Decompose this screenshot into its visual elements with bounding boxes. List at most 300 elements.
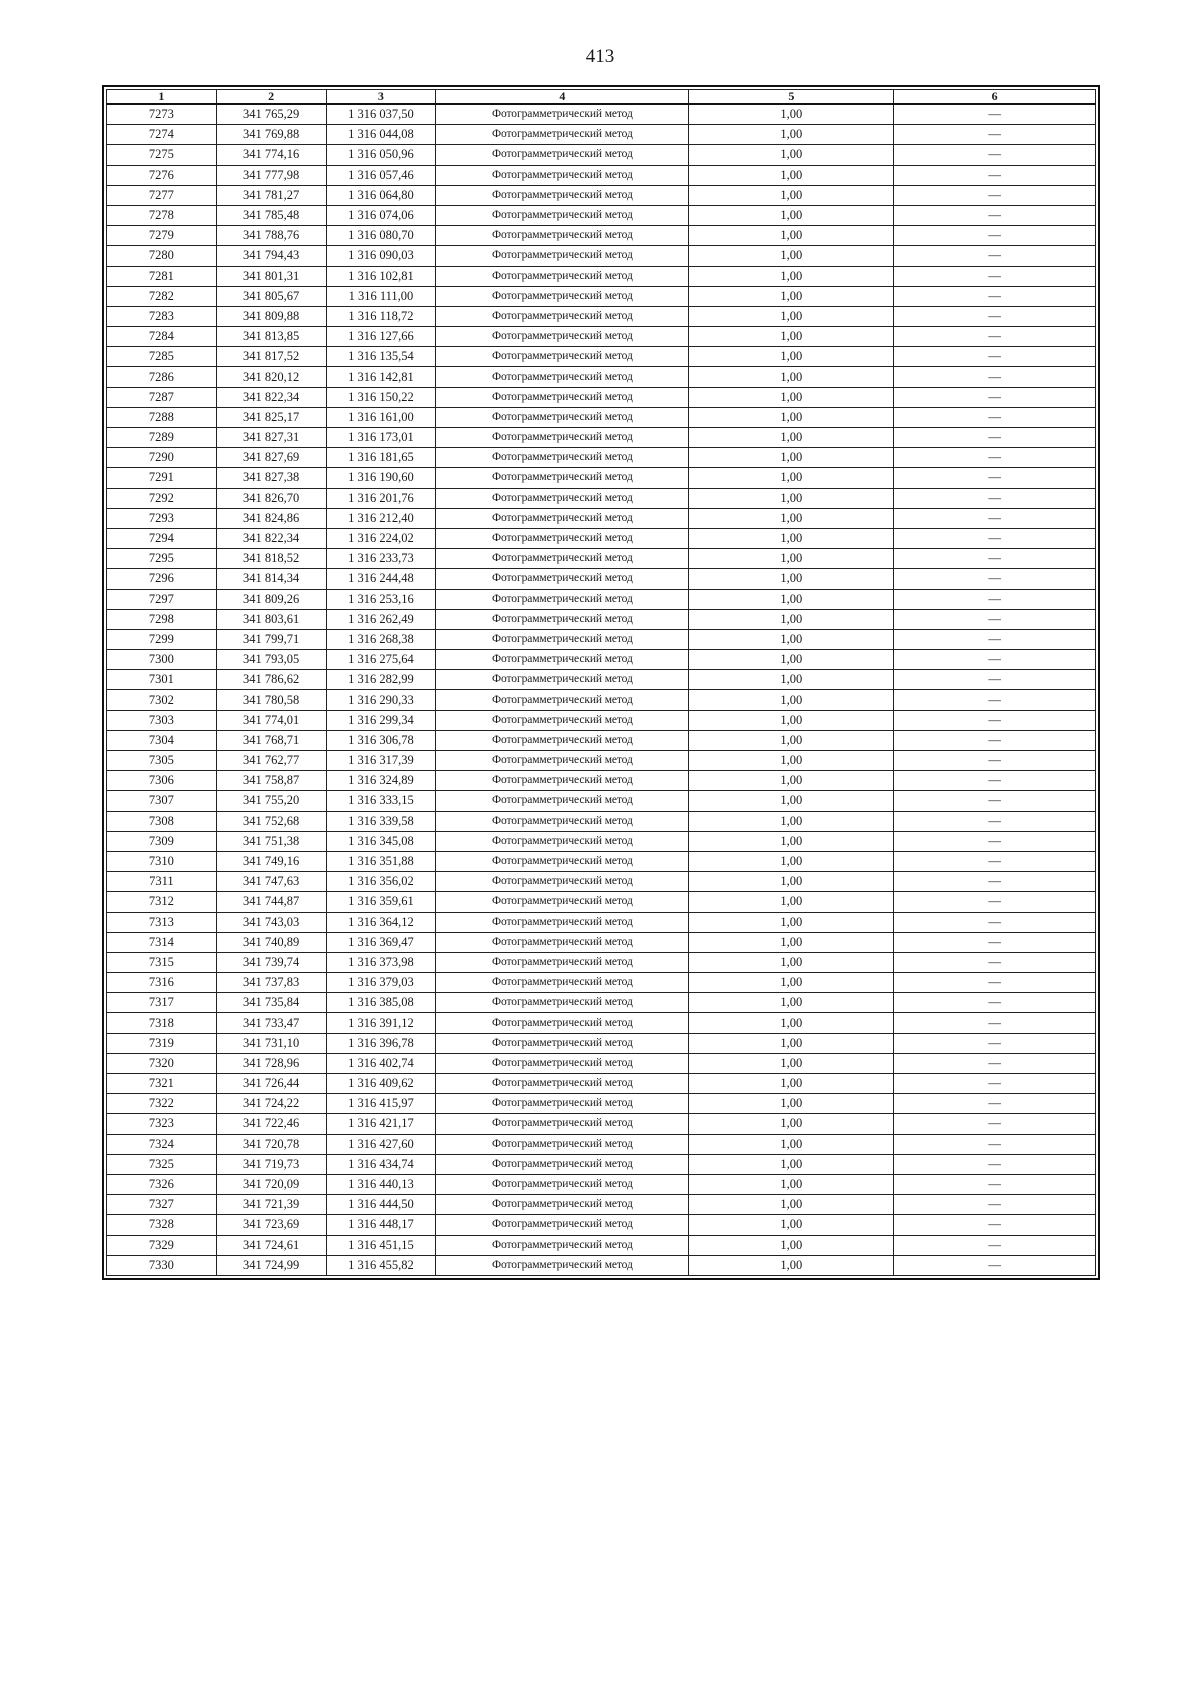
method-cell: Фотограмметрический метод <box>436 246 689 266</box>
x-coordinate-cell: 341 827,69 <box>216 448 326 468</box>
column-header: 5 <box>689 90 894 105</box>
y-coordinate-cell: 1 316 074,06 <box>326 205 436 225</box>
table-row <box>107 428 1096 448</box>
x-coordinate-cell: 341 739,74 <box>216 952 326 972</box>
note-cell: — <box>894 791 1096 811</box>
y-coordinate-cell: 1 316 127,66 <box>326 327 436 347</box>
accuracy-cell: 1,00 <box>689 1154 894 1174</box>
point-number-cell: 7320 <box>107 1053 217 1073</box>
note-cell: — <box>894 690 1096 710</box>
x-coordinate-cell: 341 733,47 <box>216 1013 326 1033</box>
accuracy-cell: 1,00 <box>689 528 894 548</box>
column-header: 1 <box>107 90 217 105</box>
note-cell: — <box>894 629 1096 649</box>
point-number-cell: 7326 <box>107 1174 217 1194</box>
accuracy-cell: 1,00 <box>689 932 894 952</box>
note-cell: — <box>894 387 1096 407</box>
y-coordinate-cell: 1 316 440,13 <box>326 1174 436 1194</box>
point-number-cell: 7293 <box>107 508 217 528</box>
method-cell: Фотограмметрический метод <box>436 851 689 871</box>
y-coordinate-cell: 1 316 391,12 <box>326 1013 436 1033</box>
note-cell: — <box>894 993 1096 1013</box>
point-number-cell: 7304 <box>107 730 217 750</box>
method-cell: Фотограмметрический метод <box>436 327 689 347</box>
y-coordinate-cell: 1 316 369,47 <box>326 932 436 952</box>
note-cell: — <box>894 1195 1096 1215</box>
x-coordinate-cell: 341 749,16 <box>216 851 326 871</box>
method-cell: Фотограмметрический метод <box>436 1074 689 1094</box>
accuracy-cell: 1,00 <box>689 771 894 791</box>
accuracy-cell: 1,00 <box>689 690 894 710</box>
y-coordinate-cell: 1 316 339,58 <box>326 811 436 831</box>
y-coordinate-cell: 1 316 356,02 <box>326 872 436 892</box>
point-number-cell: 7309 <box>107 831 217 851</box>
method-cell: Фотограмметрический метод <box>436 1013 689 1033</box>
y-coordinate-cell: 1 316 415,97 <box>326 1094 436 1114</box>
method-cell: Фотограмметрический метод <box>436 1174 689 1194</box>
table-row <box>107 407 1096 427</box>
table-row <box>107 165 1096 185</box>
x-coordinate-cell: 341 780,58 <box>216 690 326 710</box>
table-row <box>107 650 1096 670</box>
y-coordinate-cell: 1 316 448,17 <box>326 1215 436 1235</box>
table-row <box>107 831 1096 851</box>
x-coordinate-cell: 341 825,17 <box>216 407 326 427</box>
method-cell: Фотограмметрический метод <box>436 751 689 771</box>
x-coordinate-cell: 341 799,71 <box>216 629 326 649</box>
note-cell: — <box>894 1114 1096 1134</box>
y-coordinate-cell: 1 316 044,08 <box>326 125 436 145</box>
note-cell: — <box>894 266 1096 286</box>
note-cell: — <box>894 1154 1096 1174</box>
y-coordinate-cell: 1 316 150,22 <box>326 387 436 407</box>
method-cell: Фотограмметрический метод <box>436 549 689 569</box>
accuracy-cell: 1,00 <box>689 952 894 972</box>
table-row <box>107 670 1096 690</box>
table-row <box>107 973 1096 993</box>
method-cell: Фотограмметрический метод <box>436 1033 689 1053</box>
y-coordinate-cell: 1 316 102,81 <box>326 266 436 286</box>
point-number-cell: 7282 <box>107 286 217 306</box>
point-number-cell: 7321 <box>107 1074 217 1094</box>
method-cell: Фотограмметрический метод <box>436 993 689 1013</box>
method-cell: Фотограмметрический метод <box>436 488 689 508</box>
y-coordinate-cell: 1 316 427,60 <box>326 1134 436 1154</box>
method-cell: Фотограмметрический метод <box>436 932 689 952</box>
table-row <box>107 327 1096 347</box>
x-coordinate-cell: 341 762,77 <box>216 751 326 771</box>
note-cell: — <box>894 872 1096 892</box>
y-coordinate-cell: 1 316 173,01 <box>326 428 436 448</box>
point-number-cell: 7328 <box>107 1215 217 1235</box>
point-number-cell: 7284 <box>107 327 217 347</box>
point-number-cell: 7280 <box>107 246 217 266</box>
accuracy-cell: 1,00 <box>689 670 894 690</box>
y-coordinate-cell: 1 316 268,38 <box>326 629 436 649</box>
accuracy-cell: 1,00 <box>689 811 894 831</box>
accuracy-cell: 1,00 <box>689 872 894 892</box>
note-cell: — <box>894 488 1096 508</box>
y-coordinate-cell: 1 316 282,99 <box>326 670 436 690</box>
point-number-cell: 7322 <box>107 1094 217 1114</box>
table-body <box>107 104 1096 1275</box>
x-coordinate-cell: 341 755,20 <box>216 791 326 811</box>
x-coordinate-cell: 341 724,99 <box>216 1255 326 1275</box>
note-cell: — <box>894 205 1096 225</box>
method-cell: Фотограмметрический метод <box>436 690 689 710</box>
x-coordinate-cell: 341 769,88 <box>216 125 326 145</box>
y-coordinate-cell: 1 316 351,88 <box>326 851 436 871</box>
point-number-cell: 7275 <box>107 145 217 165</box>
x-coordinate-cell: 341 752,68 <box>216 811 326 831</box>
y-coordinate-cell: 1 316 064,80 <box>326 185 436 205</box>
accuracy-cell: 1,00 <box>689 448 894 468</box>
x-coordinate-cell: 341 740,89 <box>216 932 326 952</box>
table-row <box>107 791 1096 811</box>
point-number-cell: 7316 <box>107 973 217 993</box>
y-coordinate-cell: 1 316 253,16 <box>326 589 436 609</box>
table-row <box>107 528 1096 548</box>
y-coordinate-cell: 1 316 080,70 <box>326 226 436 246</box>
accuracy-cell: 1,00 <box>689 993 894 1013</box>
y-coordinate-cell: 1 316 201,76 <box>326 488 436 508</box>
point-number-cell: 7295 <box>107 549 217 569</box>
point-number-cell: 7279 <box>107 226 217 246</box>
table-row <box>107 1013 1096 1033</box>
table-row <box>107 932 1096 952</box>
table-row <box>107 1074 1096 1094</box>
table-row <box>107 246 1096 266</box>
point-number-cell: 7297 <box>107 589 217 609</box>
note-cell: — <box>894 1013 1096 1033</box>
method-cell: Фотограмметрический метод <box>436 1195 689 1215</box>
accuracy-cell: 1,00 <box>689 488 894 508</box>
column-header: 6 <box>894 90 1096 105</box>
x-coordinate-cell: 341 786,62 <box>216 670 326 690</box>
note-cell: — <box>894 347 1096 367</box>
point-number-cell: 7312 <box>107 892 217 912</box>
table-row <box>107 811 1096 831</box>
point-number-cell: 7313 <box>107 912 217 932</box>
y-coordinate-cell: 1 316 050,96 <box>326 145 436 165</box>
point-number-cell: 7292 <box>107 488 217 508</box>
y-coordinate-cell: 1 316 118,72 <box>326 306 436 326</box>
point-number-cell: 7274 <box>107 125 217 145</box>
x-coordinate-cell: 341 721,39 <box>216 1195 326 1215</box>
x-coordinate-cell: 341 719,73 <box>216 1154 326 1174</box>
method-cell: Фотограмметрический метод <box>436 367 689 387</box>
accuracy-cell: 1,00 <box>689 751 894 771</box>
accuracy-cell: 1,00 <box>689 306 894 326</box>
method-cell: Фотограмметрический метод <box>436 528 689 548</box>
y-coordinate-cell: 1 316 037,50 <box>326 104 436 125</box>
point-number-cell: 7330 <box>107 1255 217 1275</box>
note-cell: — <box>894 407 1096 427</box>
y-coordinate-cell: 1 316 421,17 <box>326 1114 436 1134</box>
method-cell: Фотограмметрический метод <box>436 1235 689 1255</box>
table-row <box>107 1134 1096 1154</box>
note-cell: — <box>894 1235 1096 1255</box>
accuracy-cell: 1,00 <box>689 710 894 730</box>
x-coordinate-cell: 341 726,44 <box>216 1074 326 1094</box>
point-number-cell: 7278 <box>107 205 217 225</box>
note-cell: — <box>894 246 1096 266</box>
note-cell: — <box>894 892 1096 912</box>
x-coordinate-cell: 341 722,46 <box>216 1114 326 1134</box>
method-cell: Фотограмметрический метод <box>436 125 689 145</box>
note-cell: — <box>894 145 1096 165</box>
table-row <box>107 1154 1096 1174</box>
point-number-cell: 7290 <box>107 448 217 468</box>
table-row <box>107 1094 1096 1114</box>
y-coordinate-cell: 1 316 317,39 <box>326 751 436 771</box>
x-coordinate-cell: 341 737,83 <box>216 973 326 993</box>
note-cell: — <box>894 751 1096 771</box>
y-coordinate-cell: 1 316 396,78 <box>326 1033 436 1053</box>
method-cell: Фотограмметрический метод <box>436 1134 689 1154</box>
method-cell: Фотограмметрический метод <box>436 347 689 367</box>
accuracy-cell: 1,00 <box>689 1013 894 1033</box>
point-number-cell: 7308 <box>107 811 217 831</box>
note-cell: — <box>894 811 1096 831</box>
point-number-cell: 7327 <box>107 1195 217 1215</box>
y-coordinate-cell: 1 316 359,61 <box>326 892 436 912</box>
table-row <box>107 125 1096 145</box>
table-header-row <box>107 90 1096 105</box>
point-number-cell: 7329 <box>107 1235 217 1255</box>
note-cell: — <box>894 1255 1096 1275</box>
y-coordinate-cell: 1 316 190,60 <box>326 468 436 488</box>
note-cell: — <box>894 1174 1096 1194</box>
note-cell: — <box>894 428 1096 448</box>
note-cell: — <box>894 468 1096 488</box>
accuracy-cell: 1,00 <box>689 185 894 205</box>
x-coordinate-cell: 341 781,27 <box>216 185 326 205</box>
table-row <box>107 710 1096 730</box>
accuracy-cell: 1,00 <box>689 1134 894 1154</box>
note-cell: — <box>894 609 1096 629</box>
y-coordinate-cell: 1 316 455,82 <box>326 1255 436 1275</box>
table-row <box>107 367 1096 387</box>
point-number-cell: 7319 <box>107 1033 217 1053</box>
method-cell: Фотограмметрический метод <box>436 730 689 750</box>
table-row <box>107 549 1096 569</box>
point-number-cell: 7286 <box>107 367 217 387</box>
point-number-cell: 7296 <box>107 569 217 589</box>
page-number: 413 <box>585 46 615 67</box>
table-row <box>107 448 1096 468</box>
y-coordinate-cell: 1 316 451,15 <box>326 1235 436 1255</box>
accuracy-cell: 1,00 <box>689 629 894 649</box>
note-cell: — <box>894 932 1096 952</box>
note-cell: — <box>894 771 1096 791</box>
table-row <box>107 851 1096 871</box>
table-row <box>107 1053 1096 1073</box>
point-number-cell: 7303 <box>107 710 217 730</box>
point-number-cell: 7311 <box>107 872 217 892</box>
note-cell: — <box>894 1094 1096 1114</box>
note-cell: — <box>894 831 1096 851</box>
table-row <box>107 508 1096 528</box>
table-row <box>107 104 1096 125</box>
note-cell: — <box>894 1053 1096 1073</box>
note-cell: — <box>894 730 1096 750</box>
accuracy-cell: 1,00 <box>689 892 894 912</box>
table-row <box>107 1114 1096 1134</box>
point-number-cell: 7306 <box>107 771 217 791</box>
x-coordinate-cell: 341 813,85 <box>216 327 326 347</box>
accuracy-cell: 1,00 <box>689 912 894 932</box>
note-cell: — <box>894 650 1096 670</box>
x-coordinate-cell: 341 785,48 <box>216 205 326 225</box>
point-number-cell: 7298 <box>107 609 217 629</box>
note-cell: — <box>894 569 1096 589</box>
y-coordinate-cell: 1 316 275,64 <box>326 650 436 670</box>
accuracy-cell: 1,00 <box>689 286 894 306</box>
table-row <box>107 589 1096 609</box>
x-coordinate-cell: 341 824,86 <box>216 508 326 528</box>
note-cell: — <box>894 306 1096 326</box>
note-cell: — <box>894 1033 1096 1053</box>
method-cell: Фотограмметрический метод <box>436 831 689 851</box>
point-number-cell: 7288 <box>107 407 217 427</box>
method-cell: Фотограмметрический метод <box>436 811 689 831</box>
method-cell: Фотограмметрический метод <box>436 791 689 811</box>
note-cell: — <box>894 912 1096 932</box>
accuracy-cell: 1,00 <box>689 1114 894 1134</box>
accuracy-cell: 1,00 <box>689 226 894 246</box>
x-coordinate-cell: 341 774,01 <box>216 710 326 730</box>
x-coordinate-cell: 341 809,88 <box>216 306 326 326</box>
accuracy-cell: 1,00 <box>689 549 894 569</box>
x-coordinate-cell: 341 814,34 <box>216 569 326 589</box>
x-coordinate-cell: 341 801,31 <box>216 266 326 286</box>
point-number-cell: 7276 <box>107 165 217 185</box>
method-cell: Фотограмметрический метод <box>436 1053 689 1073</box>
x-coordinate-cell: 341 743,03 <box>216 912 326 932</box>
accuracy-cell: 1,00 <box>689 973 894 993</box>
coordinates-table <box>102 85 1100 1280</box>
x-coordinate-cell: 341 822,34 <box>216 387 326 407</box>
x-coordinate-cell: 341 735,84 <box>216 993 326 1013</box>
point-number-cell: 7294 <box>107 528 217 548</box>
point-number-cell: 7283 <box>107 306 217 326</box>
table-row <box>107 993 1096 1013</box>
accuracy-cell: 1,00 <box>689 246 894 266</box>
note-cell: — <box>894 670 1096 690</box>
note-cell: — <box>894 226 1096 246</box>
y-coordinate-cell: 1 316 373,98 <box>326 952 436 972</box>
point-number-cell: 7289 <box>107 428 217 448</box>
y-coordinate-cell: 1 316 402,74 <box>326 1053 436 1073</box>
point-number-cell: 7307 <box>107 791 217 811</box>
table-row <box>107 205 1096 225</box>
table-row <box>107 1255 1096 1275</box>
method-cell: Фотограмметрический метод <box>436 407 689 427</box>
method-cell: Фотограмметрический метод <box>436 872 689 892</box>
x-coordinate-cell: 341 805,67 <box>216 286 326 306</box>
x-coordinate-cell: 341 809,26 <box>216 589 326 609</box>
method-cell: Фотограмметрический метод <box>436 629 689 649</box>
accuracy-cell: 1,00 <box>689 1053 894 1073</box>
x-coordinate-cell: 341 751,38 <box>216 831 326 851</box>
note-cell: — <box>894 952 1096 972</box>
table-row <box>107 609 1096 629</box>
table-row <box>107 1195 1096 1215</box>
x-coordinate-cell: 341 724,22 <box>216 1094 326 1114</box>
table-row <box>107 629 1096 649</box>
y-coordinate-cell: 1 316 262,49 <box>326 609 436 629</box>
table-row <box>107 751 1096 771</box>
x-coordinate-cell: 341 803,61 <box>216 609 326 629</box>
y-coordinate-cell: 1 316 385,08 <box>326 993 436 1013</box>
accuracy-cell: 1,00 <box>689 1094 894 1114</box>
x-coordinate-cell: 341 817,52 <box>216 347 326 367</box>
accuracy-cell: 1,00 <box>689 650 894 670</box>
note-cell: — <box>894 327 1096 347</box>
accuracy-cell: 1,00 <box>689 165 894 185</box>
accuracy-cell: 1,00 <box>689 387 894 407</box>
table-row <box>107 690 1096 710</box>
note-cell: — <box>894 185 1096 205</box>
method-cell: Фотограмметрический метод <box>436 1154 689 1174</box>
point-number-cell: 7301 <box>107 670 217 690</box>
accuracy-cell: 1,00 <box>689 327 894 347</box>
accuracy-cell: 1,00 <box>689 145 894 165</box>
method-cell: Фотограмметрический метод <box>436 1114 689 1134</box>
method-cell: Фотограмметрический метод <box>436 468 689 488</box>
accuracy-cell: 1,00 <box>689 468 894 488</box>
accuracy-cell: 1,00 <box>689 428 894 448</box>
note-cell: — <box>894 508 1096 528</box>
x-coordinate-cell: 341 794,43 <box>216 246 326 266</box>
x-coordinate-cell: 341 774,16 <box>216 145 326 165</box>
accuracy-cell: 1,00 <box>689 1033 894 1053</box>
x-coordinate-cell: 341 724,61 <box>216 1235 326 1255</box>
method-cell: Фотограмметрический метод <box>436 1215 689 1235</box>
x-coordinate-cell: 341 723,69 <box>216 1215 326 1235</box>
point-number-cell: 7300 <box>107 650 217 670</box>
y-coordinate-cell: 1 316 181,65 <box>326 448 436 468</box>
column-header: 2 <box>216 90 326 105</box>
y-coordinate-cell: 1 316 212,40 <box>326 508 436 528</box>
x-coordinate-cell: 341 768,71 <box>216 730 326 750</box>
table-row <box>107 145 1096 165</box>
table-row <box>107 226 1096 246</box>
accuracy-cell: 1,00 <box>689 1195 894 1215</box>
table-row <box>107 468 1096 488</box>
note-cell: — <box>894 104 1096 125</box>
table-row <box>107 387 1096 407</box>
x-coordinate-cell: 341 758,87 <box>216 771 326 791</box>
accuracy-cell: 1,00 <box>689 609 894 629</box>
x-coordinate-cell: 341 793,05 <box>216 650 326 670</box>
table-row <box>107 1174 1096 1194</box>
note-cell: — <box>894 1074 1096 1094</box>
table-row <box>107 730 1096 750</box>
table-row <box>107 771 1096 791</box>
x-coordinate-cell: 341 827,38 <box>216 468 326 488</box>
note-cell: — <box>894 125 1096 145</box>
table-row <box>107 185 1096 205</box>
point-number-cell: 7273 <box>107 104 217 125</box>
method-cell: Фотограмметрический метод <box>436 771 689 791</box>
accuracy-cell: 1,00 <box>689 791 894 811</box>
y-coordinate-cell: 1 316 444,50 <box>326 1195 436 1215</box>
table-row <box>107 286 1096 306</box>
y-coordinate-cell: 1 316 409,62 <box>326 1074 436 1094</box>
method-cell: Фотограмметрический метод <box>436 710 689 730</box>
